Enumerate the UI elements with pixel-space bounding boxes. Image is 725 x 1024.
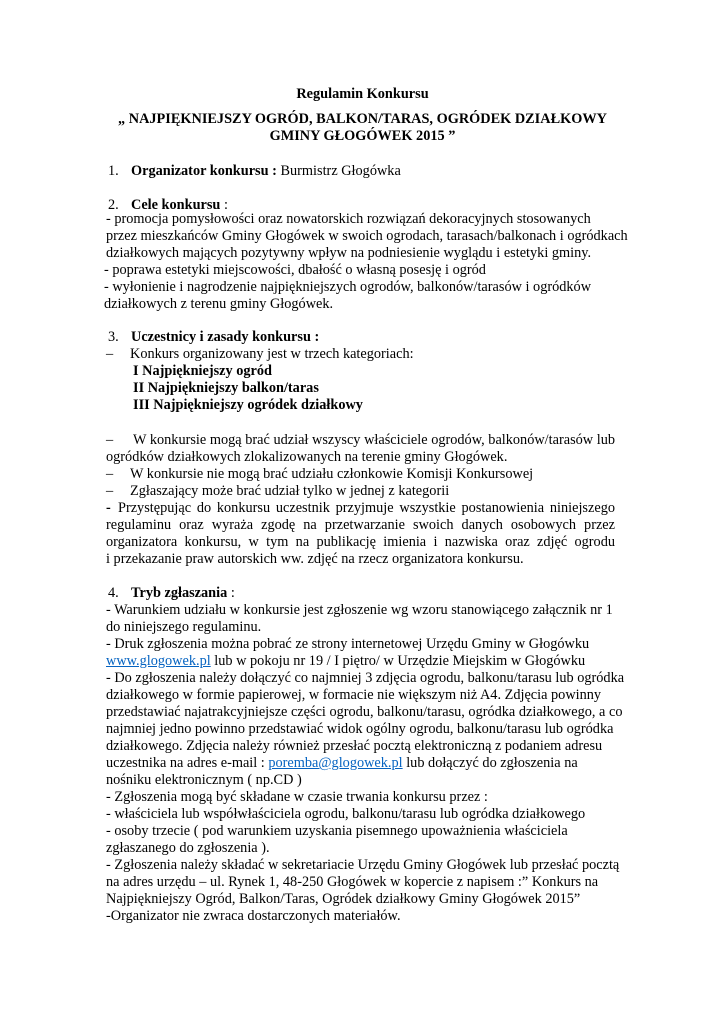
- section-3-dash: –: [106, 466, 114, 482]
- section-3-dash: –: [106, 483, 114, 499]
- email-link[interactable]: poremba@glogowek.pl: [268, 755, 403, 771]
- document-subtitle-line-2: GMINY GŁOGÓWEK 2015 ”: [269, 128, 456, 144]
- section-4-text-line: nośniku elektronicznym ( np.CD ): [106, 772, 302, 788]
- section-2-number: 2.: [108, 197, 119, 213]
- email-suffix: lub dołączyć do zgłoszenia na: [402, 755, 578, 771]
- section-3-dash: –: [106, 432, 114, 448]
- section-3-intro: Konkurs organizowany jest w trzech kategoriach:: [130, 346, 414, 362]
- section-3-paragraph-1-line: ogródków działkowych zlokalizowanych na terenie gminy Głogówek.: [106, 449, 508, 465]
- section-2-text-line: działkowych mających pozytywny wpływ na podniesienie wyglądu i estetyki gminy.: [106, 245, 592, 261]
- section-3-paragraph-4-line: organizatora konkursu, w tym na publikację imienia i nazwiska oraz zdjęć ogrodu: [106, 534, 615, 550]
- section-4-number: 4.: [108, 585, 119, 601]
- section-4-text-line: - Zgłoszenia mogą być składane w czasie trwania konkursu przez :: [106, 789, 488, 805]
- section-4-text-line: działkowego w formie papierowej, w formacie nie większym niż A4. Zdjęcia powinny: [106, 687, 602, 703]
- category-item: I Najpiękniejszy ogród: [133, 363, 272, 379]
- section-3-paragraph-4-dash: -: [106, 500, 111, 516]
- section-3-paragraph-3: Zgłaszający może brać udział tylko w jednej z kategorii: [130, 483, 450, 499]
- section-1-heading: Organizator konkursu :: [131, 163, 277, 179]
- category-item: II Najpiękniejszy balkon/taras: [133, 380, 319, 396]
- section-4-text-line: najmniej jedno powinno przedstawiać widok ogólny ogrodu, balkonu/tarasu lub ogródka: [106, 721, 614, 737]
- section-4-text-line: przedstawiać najatrakcyjniejsze części ogrodu, balkonu/tarasu, ogródka działkowego, a co: [106, 704, 623, 720]
- section-4-text-line: [106, 653, 585, 670]
- section-2-text-line: przez mieszkańców Gminy Głogówek w swoich ogrodach, tarasach/balkonach i ogródkach: [106, 228, 628, 244]
- section-4-text-line: na adres urzędu – ul. Rynek 1, 48-250 Głogówek w kopercie z napisem :” Konkurs na: [106, 874, 599, 890]
- section-4-line: [131, 585, 235, 602]
- section-2-text-line: - wyłonienie i nagrodzenie najpiękniejszych ogrodów, balkonów/tarasów i ogródków: [104, 279, 592, 295]
- section-4-text-line: -Organizator nie zwraca dostarczonych materiałów.: [106, 908, 401, 924]
- section-2-text-line: działkowych z terenu gminy Głogówek.: [104, 296, 334, 312]
- section-4-text-line: - osoby trzecie ( pod warunkiem uzyskania pisemnego upoważnienia właściciela: [106, 823, 568, 839]
- section-3-intro-dash: –: [106, 346, 114, 362]
- document-title: Regulamin Konkursu: [296, 86, 429, 102]
- section-1-text: Burmistrz Głogówka: [276, 163, 401, 179]
- section-3-paragraph-4-line: regulaminu oraz wyraża zgodę na przetwarzanie swoich danych osobowych przez: [106, 517, 615, 533]
- section-4-text-line: - Do zgłoszenia należy dołączyć co najmniej 3 zdjęcia ogrodu, balkonu/tarasu lub ogródka: [106, 670, 625, 686]
- section-4-text-line: - właściciela lub współwłaściciela ogrodu, balkonu/tarasu lub ogródka działkowego: [106, 806, 586, 822]
- section-4-link-suffix: lub w pokoju nr 19 / I piętro/ w Urzędzie Miejskim w Głogówku: [210, 653, 586, 669]
- section-3-heading: Uczestnicy i zasady konkursu :: [131, 329, 320, 345]
- category-item: III Najpiękniejszy ogródek działkowy: [133, 397, 363, 413]
- section-2-text-line: - poprawa estetyki miejscowości, dbałość o własną posesję i ogród: [104, 262, 486, 278]
- section-4-text-line: zgłaszanego do zgłoszenia ).: [106, 840, 270, 856]
- section-2-heading: Cele konkursu: [131, 197, 221, 213]
- section-4-heading: Tryb zgłaszania: [131, 585, 228, 601]
- section-1-number: 1.: [108, 163, 119, 179]
- section-4-text-line: działkowego. Zdjęcia należy również przesłać pocztą elektroniczną z podaniem adresu: [106, 738, 603, 754]
- document-subtitle-line-1: „ NAJPIĘKNIEJSZY OGRÓD, BALKON/TARAS, OGRÓDEK DZIAŁKOWY: [118, 111, 607, 127]
- section-4-colon: :: [227, 585, 235, 601]
- section-4-text-line: - Warunkiem udziału w konkursie jest zgłoszenie wg wzoru stanowiącego załącznik nr 1: [106, 602, 613, 618]
- section-4-text-line: - Druk zgłoszenia można pobrać ze strony internetowej Urzędu Gminy w Głogówku: [106, 636, 590, 652]
- section-4-text-line: Najpiękniejszy Ogród, Balkon/Taras, Ogródek działkowy Gminy Głogówek 2015”: [106, 891, 581, 907]
- section-3-paragraph-4-line: Przystępując do konkursu uczestnik przyjmuje wszystkie postanowienia niniejszego: [118, 500, 615, 516]
- section-3-paragraph-2: W konkursie nie mogą brać udziału członkowie Komisji Konkursowej: [130, 466, 534, 482]
- section-2-text-line: - promocja pomysłowości oraz nowatorskich rozwiązań dekoracyjnych stosowanych: [106, 211, 591, 227]
- section-3-paragraph-4-line: i przekazanie praw autorskich ww. zdjęć na rzecz organizatora konkursu.: [106, 551, 524, 567]
- section-1-line: [131, 163, 401, 180]
- section-4-text-line: - Zgłoszenia należy składać w sekretariacie Urzędu Gminy Głogówek lub przesłać pocztą: [106, 857, 620, 873]
- website-link[interactable]: www.glogowek.pl: [106, 653, 211, 669]
- section-3-paragraph-1-line: W konkursie mogą brać udział wszyscy właściciele ogrodów, balkonów/tarasów lub: [133, 432, 615, 448]
- section-2-colon: :: [220, 197, 228, 213]
- section-4-text-line: do niniejszego regulaminu.: [106, 619, 262, 635]
- section-4-text-line: [106, 755, 578, 772]
- section-3-number: 3.: [108, 329, 119, 345]
- email-prefix: uczestnika na adres e-mail :: [106, 755, 269, 771]
